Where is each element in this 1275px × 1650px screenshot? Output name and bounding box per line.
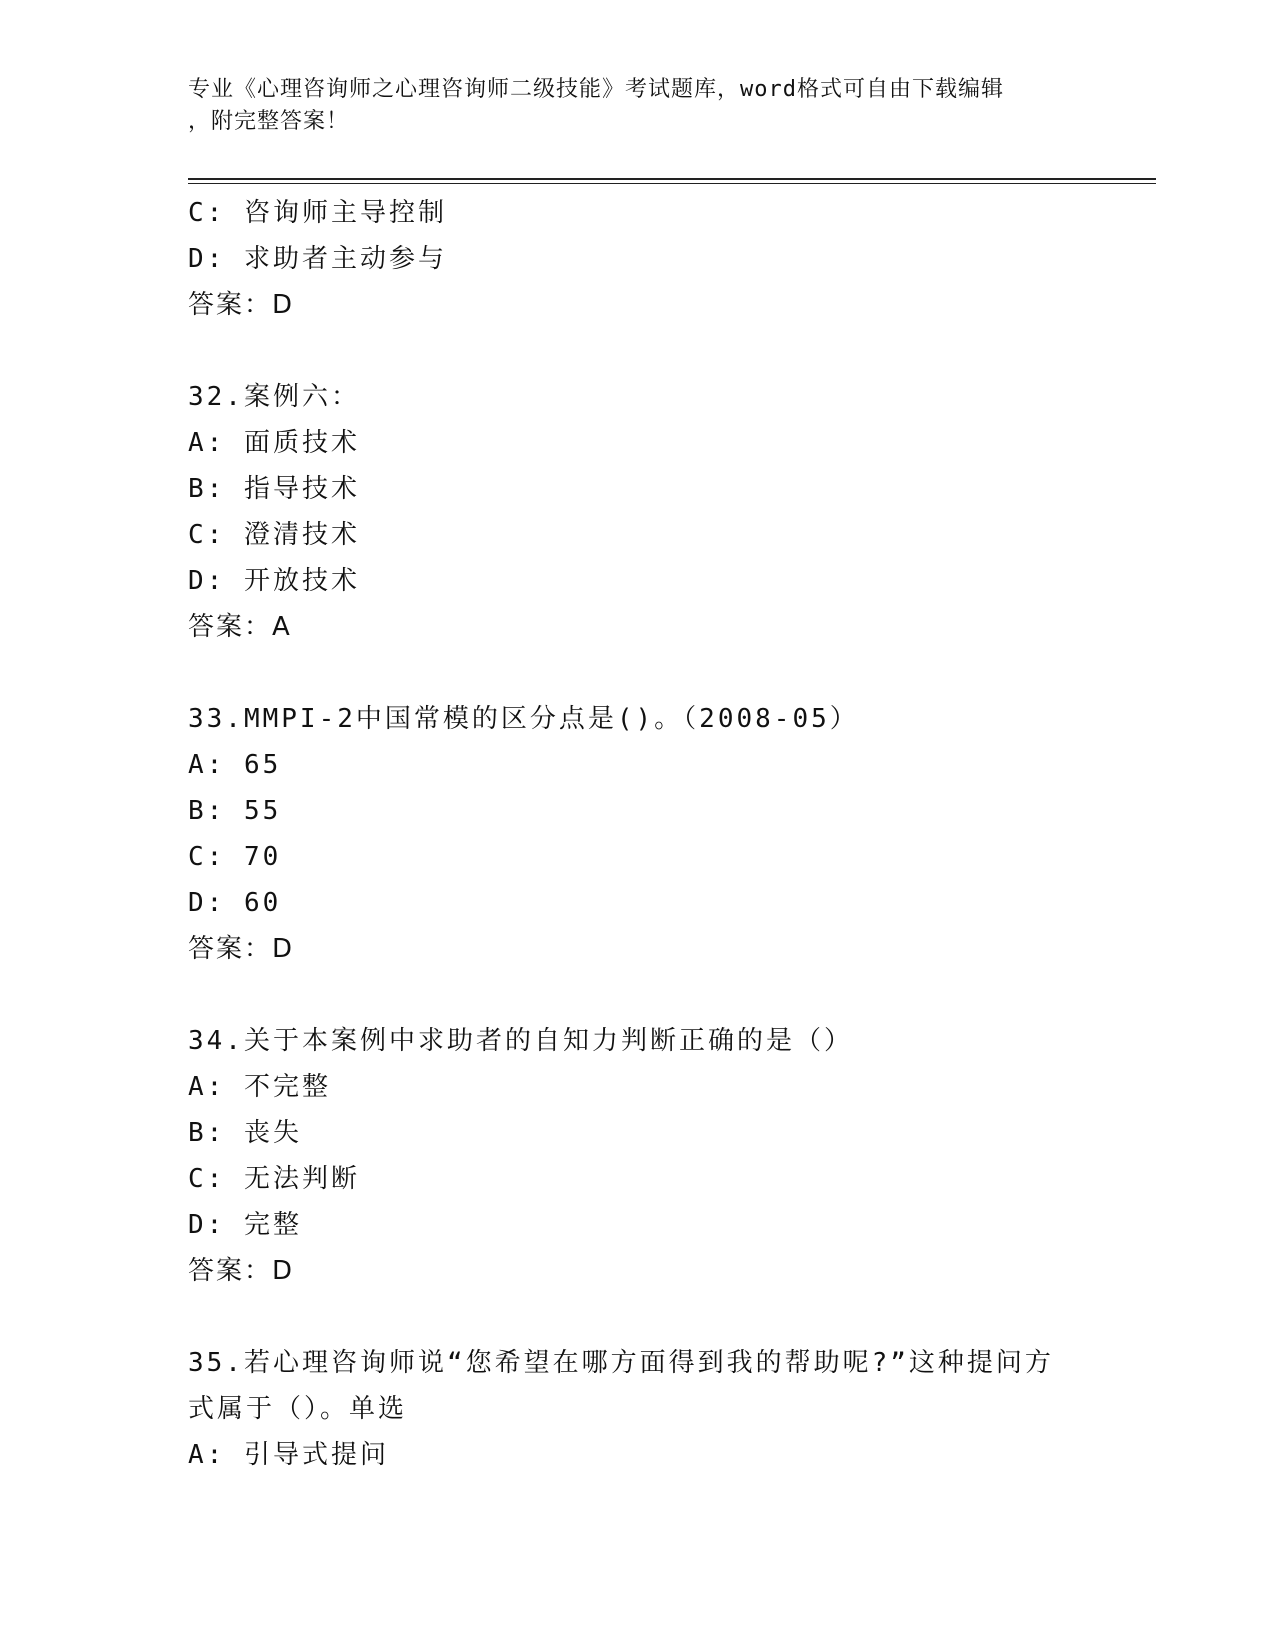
option-a: A: 引导式提问 [188,1440,389,1470]
header-title-line-1: 专业《心理咨询师之心理咨询师二级技能》考试题库，word格式可自由下载编辑 [188,77,1004,102]
option-a: A: 65 [188,750,282,780]
option-d: D: 求助者主动参与 [188,244,447,274]
option-b: B: 55 [188,796,282,826]
spacer [188,650,1088,696]
answer-line: 答案：D [188,934,295,964]
option-c: C: 无法判断 [188,1164,360,1194]
option-d: D: 60 [188,888,282,918]
answer-line: 答案：D [188,290,295,320]
question-text: 32.案例六： [188,382,360,412]
question-block-33 [188,696,1088,972]
header-divider-thin [188,183,1156,184]
question-text: 33.MMPI-2中国常模的区分点是()。（2008-05） [188,704,859,734]
question-text: 34.关于本案例中求助者的自知力判断正确的是（） [188,1026,853,1056]
spacer [188,1294,1088,1340]
option-c: C: 澄清技术 [188,520,360,550]
header-title-line-2: ，附完整答案！ [188,109,350,134]
option-a: A: 不完整 [188,1072,331,1102]
question-block-34 [188,1018,1088,1294]
question-text-line-2: 式属于（）。单选 [188,1394,408,1424]
option-c: C: 咨询师主导控制 [188,198,447,228]
spacer [188,972,1088,1018]
question-list [188,190,1088,1478]
spacer [188,328,1088,374]
option-d: D: 开放技术 [188,566,360,596]
option-b: B: 指导技术 [188,474,360,504]
option-a: A: 面质技术 [188,428,360,458]
header-divider-thick [188,178,1156,180]
document-header [188,74,1078,138]
option-c: C: 70 [188,842,282,872]
answer-line: 答案：A [188,612,292,642]
question-block-32 [188,374,1088,650]
question-text-line-1: 35.若心理咨询师说“您希望在哪方面得到我的帮助呢?”这种提问方 [188,1348,1054,1378]
option-d: D: 完整 [188,1210,302,1240]
question-block-35 [188,1340,1088,1478]
option-b: B: 丧失 [188,1118,302,1148]
question-block-prev [188,190,1088,328]
answer-line: 答案：D [188,1256,295,1286]
